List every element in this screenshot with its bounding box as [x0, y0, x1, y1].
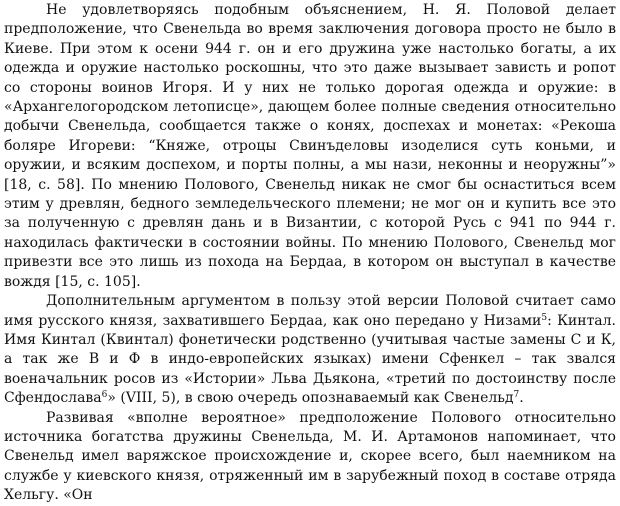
paragraph-1 [4, 1, 616, 292]
footnote-marker-7: 7 [513, 390, 520, 401]
document-page [4, 1, 616, 506]
paragraph-2-text-b: : Кинтал. Имя Кинтал (Квинтал) фонетически родственно (учитывая частые замены С и К, а так же В и Ф в индо-европейских языках) имени Сфенкел – так звался военачальник росов из «Истории» Льва Дьякона, «третий по достоинству после Сфендослава [4, 312, 616, 407]
paragraph-2 [4, 292, 616, 408]
paragraph-3 [4, 409, 616, 506]
paragraph-1-text: Не удовлетворяясь подобным объяснением, Н. Я. Половой делает предположение, что Свенельда во время заключения договора просто не было в Киеве. При этом к осени 944 г. он и его дружина уже настолько богаты, а их одежда и оружие настолько роскошны, что это даже вызывает зависть и ропот со стороны воинов Игоря. И у них не только дорогая одежда и оружие: в «Архангелогородском летописце», дающем более полные сведения относительно добычи Свенельда, сообщается также о конях, доспехах и монетах: «Рекоша боляре Игореви: “Княже, отроцы Свинъделовы изоделися суть коньми, и оружии, и всяким доспехом, и порты полны, а мы нази, неконны и неоружны”» [18, с. 58]. По мнению Полового, Свенельд никак не смог бы оснаститься всем этим у древлян, бедного земледельческого племени; не мог он и купить все это за полученную с древлян дань и в Византии, с которой Русь с 941 по 944 г. находилась фактически в состоянии войны. По мнению Полового, Свенельд мог привезти все это лишь из похода на Бердаа, в котором он выступал в качестве вождя [15, с. 105]. [4, 2, 616, 290]
footnote-marker-6: 6 [101, 390, 108, 401]
paragraph-2-text-d: . [519, 390, 524, 407]
paragraph-3-text: Развивая «вполне вероятное» предположение Полового относительно источника богатства дружины Свенельда, М. И. Артамонов напоминает, что Свенельд имел варяжское происхождение и, скорее всего, был наемником на службе у киевского князя, отряженный им в зарубежный поход в составе отряда Хельгу. «Он [4, 409, 616, 504]
paragraph-2-text-c: » (VIII, 5), в свою очередь опознаваемый как Свенельд [107, 390, 514, 407]
paragraph-2-text-a: Дополнительным аргументом в пользу этой версии Половой считает само имя русского князя, захватившего Бердаа, как оно передано у Низами [4, 293, 616, 329]
footnote-marker-5: 5 [541, 312, 548, 323]
